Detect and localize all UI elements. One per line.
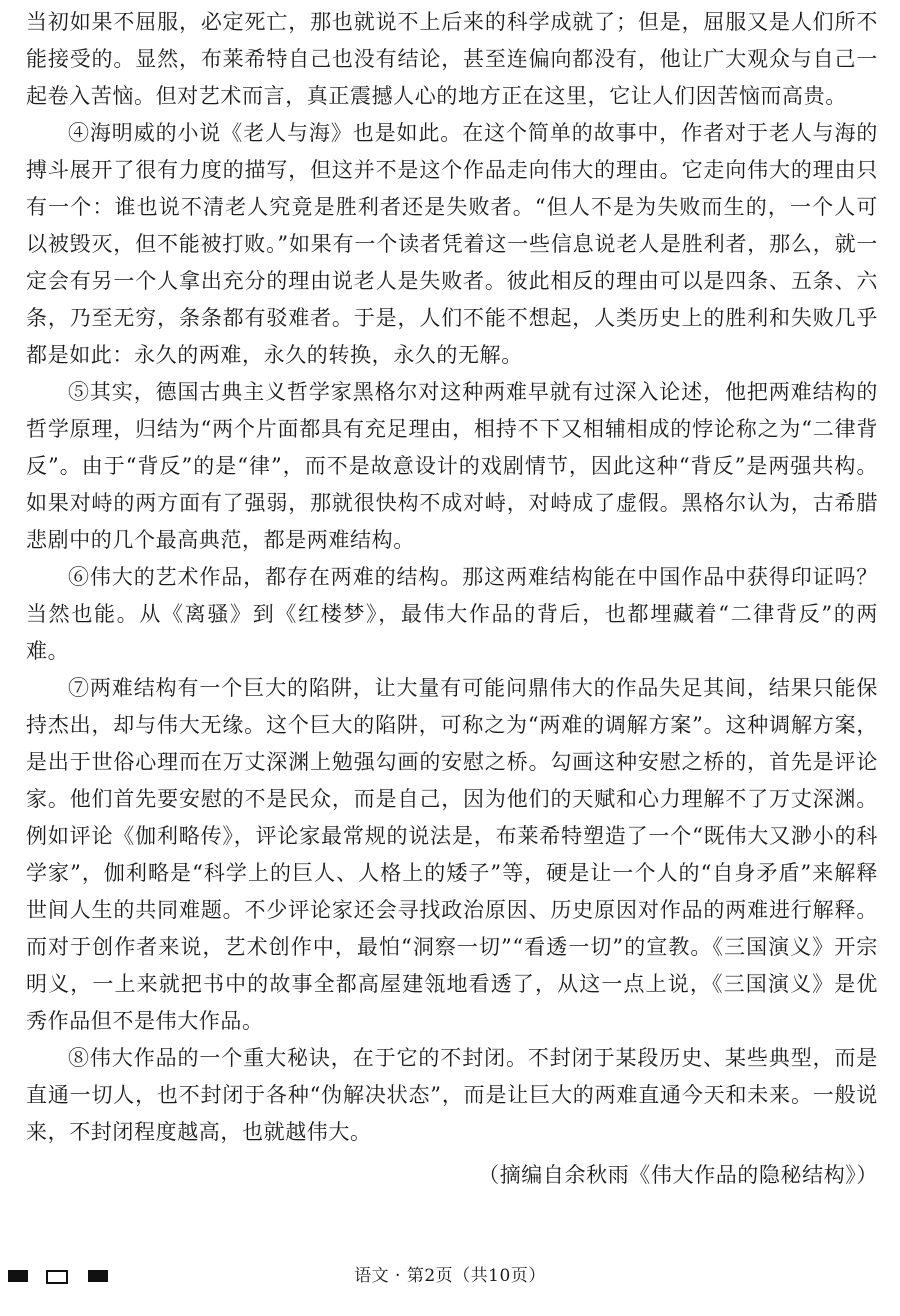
paragraph-6: ⑥伟大的艺术作品，都存在两难的结构。那这两难结构能在中国作品中获得印证吗？当然也能。从《离骚》到《红楼梦》，最伟大作品的背后，也都埋藏着“二律背反”的两难。 xyxy=(26,565,878,663)
paragraph-5: ⑤其实，德国古典主义哲学家黑格尔对这种两难早就有过深入论述，他把两难结构的哲学原理，归结为“两个片面都具有充足理由，相持不下又相辅相成的悖论称之为“二律背反”。由于“背反”的是“律”，而不是故意设计的戏剧情节，因此这种“背反”是两强共构。如果对峙的两方面有了强弱，那就很快构不成对峙，对峙成了虚假。黑格尔认为，古希腊悲剧中的几个最高典范，都是两难结构。 xyxy=(26,380,878,552)
paragraph-7: ⑦两难结构有一个巨大的陷阱，让大量有可能问鼎伟大的作品失足其间，结果只能保持杰出，却与伟大无缘。这个巨大的陷阱，可称之为“两难的调解方案”。这种调解方案，是出于世俗心理而在万丈深渊上勉强勾画的安慰之桥。勾画这种安慰之桥的，首先是评论家。他们首先要安慰的不是民众，而是自己，因为他们的天赋和心力理解不了万丈深渊。例如评论《伽利略传》，评论家最常规的说法是，布莱希特塑造了一个“既伟大又渺小的科学家”，伽利略是“科学上的巨人、人格上的矮子”等，硬是让一个人的“自身矛盾”来解释世间人生的共同难题。不少评论家还会寻找政治原因、历史原因对作品的两难进行解释。而对于创作者来说，艺术创作中，最怕“洞察一切”“看透一切”的宣教。《三国演义》开宗明义，一上来就把书中的故事全都高屋建瓴地看透了，从这一点上说，《三国演义》是优秀作品但不是伟大作品。 xyxy=(26,676,878,1033)
page-number-label: 语文 · 第2页（共10页） xyxy=(354,1266,546,1286)
page-footer xyxy=(0,1262,900,1292)
source-citation: （摘编自余秋雨《伟大作品的隐秘结构》） xyxy=(478,1163,878,1187)
paragraph-4: ④海明威的小说《老人与海》也是如此。在这个简单的故事中，作者对于老人与海的搏斗展开了很有力度的描写，但这并不是这个作品走向伟大的理由。它走向伟大的理由只有一个：谁也说不清老人究竟是胜利者还是失败者。“但人不是为失败而生的，一个人可以被毁灭，但不能被打败。”如果有一个读者凭着这一些信息说老人是胜利者，那么，就一定会有另一个人拿出充分的理由说老人是失败者。彼此相反的理由可以是四条、五条、六条，乃至无穷，条条都有驳难者。于是，人们不能不想起，人类历史上的胜利和失败几乎都是如此：永久的两难，永久的转换，永久的无解。 xyxy=(26,121,878,367)
document-page xyxy=(26,4,878,1194)
paragraph-8: ⑧伟大作品的一个重大秘诀，在于它的不封闭。不封闭于某段历史、某些典型，而是直通一切人，也不封闭于各种“伪解决状态”，而是让巨大的两难直通今天和未来。一般说来，不封闭程度越高，也就越伟大。 xyxy=(26,1046,878,1144)
paragraph-continued: 当初如果不屈服，必定死亡，那也就说不上后来的科学成就了；但是，屈服又是人们所不能接受的。显然，布莱希特自己也没有结论，甚至连偏向都没有，他让广大观众与自己一起卷入苦恼。但对艺术而言，真正震撼人心的地方正在这里，它让人们因苦恼而高贵。 xyxy=(26,10,878,108)
